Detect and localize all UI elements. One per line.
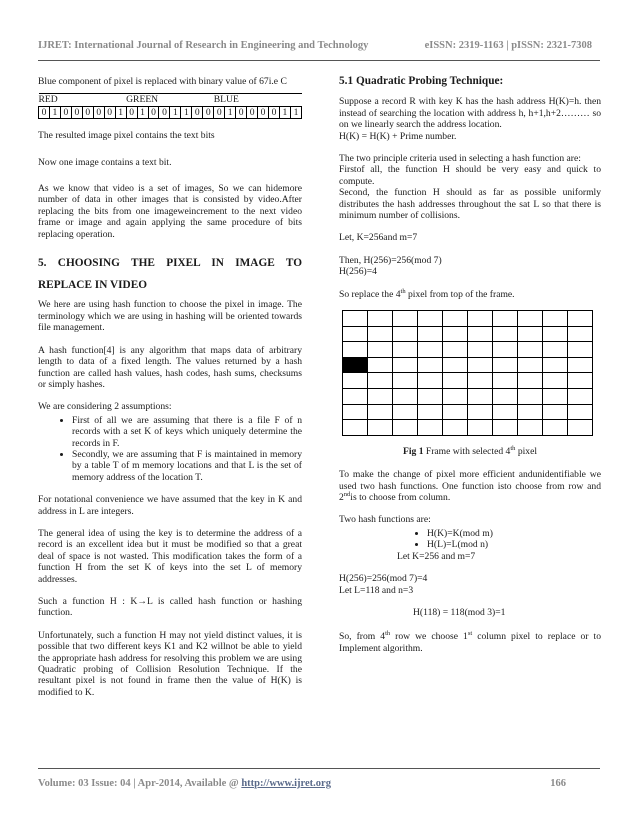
pixel-cell: [393, 342, 418, 358]
pixel-cell: [343, 373, 368, 389]
grid-row: [343, 326, 593, 342]
label-red: RED: [39, 94, 127, 106]
let-k-text: Let, K=256and m=7: [339, 232, 418, 244]
footer-rule: [38, 768, 600, 769]
one-image-text: Now one image contains a text bit.: [38, 156, 172, 168]
pixel-cell: [393, 373, 418, 389]
pixel-cell: [568, 404, 593, 420]
pixel-cell: [393, 404, 418, 420]
hash-functions-intro: Two hash functions are:: [339, 514, 431, 526]
pixel-cell: [568, 342, 593, 358]
bit-cell: 0: [247, 106, 258, 118]
hash-intro-paragraph: We here are using hash function to choose the pixel in image. The terminology which we are using in hashing will be oriented towards file management.: [38, 299, 302, 334]
h118-result-text: H(118) = 118(mod 3)=1: [413, 606, 506, 618]
issn-text: eISSN: 2319-1163 | pISSN: 2321-7308: [424, 40, 592, 51]
pixel-cell: [443, 420, 468, 436]
pixel-cell: [468, 420, 493, 436]
pixel-cell: [418, 326, 443, 342]
hash-function-paragraph: Such a function H : K→L is called hash function or hashing function.: [38, 596, 303, 619]
pixel-cell: [443, 311, 468, 327]
criteria-paragraph: The two principle criteria used in selecting a hash function are: Firstof all, the function H should be very easy and quick to compute. Second, the function H should as far as possible uniformly distributes the hash addresses throughout the sat L so that there is minimum number of collisions.: [339, 153, 601, 222]
selected-pixel-cell: [343, 357, 368, 373]
bit-cell: 0: [159, 106, 170, 118]
pixel-cell: [443, 404, 468, 420]
let-k-m-text: Let K=256 and m=7: [397, 550, 476, 562]
pixel-cell: [343, 404, 368, 420]
bit-cell: 0: [203, 106, 214, 118]
pixel-cell: [368, 311, 393, 327]
header-rule: [38, 60, 600, 61]
frame-pixel-grid: [342, 310, 593, 436]
bit-cell: 1: [290, 106, 301, 118]
replace-4th-text: So replace the 4th pixel from top of the frame.: [339, 287, 515, 300]
pixel-cell: [568, 326, 593, 342]
assumptions-list: [38, 415, 302, 483]
resulted-pixel-text: The resulted image pixel contains the text bits: [38, 130, 215, 142]
pixel-cell: [493, 326, 518, 342]
page-footer: [38, 778, 600, 789]
pixel-cell: [543, 420, 568, 436]
pixel-cell: [393, 326, 418, 342]
bit-cell: 0: [258, 106, 269, 118]
pixel-cell: [418, 373, 443, 389]
pixel-cell: [518, 326, 543, 342]
journal-link[interactable]: http://www.ijret.org: [241, 778, 331, 789]
pixel-cell: [493, 357, 518, 373]
pixel-cell: [393, 389, 418, 405]
bits-label-row: [39, 94, 302, 106]
pixel-cell: [518, 404, 543, 420]
pixel-cell: [368, 420, 393, 436]
pixel-cell: [368, 373, 393, 389]
pixel-cell: [418, 311, 443, 327]
pixel-cell: [443, 389, 468, 405]
video-paragraph: As we know that video is a set of images, So we can hidemore number of data in other images that is consisted by video.After replacing the bits from one imageweincrement to the next video frame or image and again applying the same procedure of bits replacing operation.: [38, 183, 302, 240]
pixel-cell: [493, 389, 518, 405]
pixel-cell: [518, 311, 543, 327]
section-5-1-heading: 5.1 Quadratic Probing Technique:: [339, 75, 504, 87]
pixel-cell: [543, 357, 568, 373]
pixel-cell: [343, 342, 368, 358]
pixel-cell: [368, 326, 393, 342]
hash-function-k: • H(K)=K(mod m): [427, 528, 601, 539]
bit-cell: 0: [104, 106, 115, 118]
collision-paragraph: Unfortunately, such a function H may not yield distinct values, it is possible that two different keys K1 and K2 willnot be able to yield the appropriate hash address for resolving this problem we are using Quadratic probing of Collision Resolution Technique. If the resultant pixel is not found in frame then the value of H(K) is modified to K.: [38, 629, 302, 698]
assumption-2: • Secondly, we are assuming that F is maintained in memory by a table T of m memory locations and that L is the set of memory address of the location T.: [72, 449, 302, 483]
pixel-cell: [418, 420, 443, 436]
grid-row: [343, 311, 593, 327]
pixel-cell: [468, 373, 493, 389]
hash-function-l: • H(L)=L(mod n): [427, 539, 601, 550]
pixel-cell: [468, 311, 493, 327]
bits-value-row: [39, 106, 302, 118]
probing-paragraph: Suppose a record R with key K has the hash address H(K)=h. then instead of searching the location with address h, h+1,h+2……… so on we linearly search the address location. H(K) = H(K) + Prime number.: [339, 96, 601, 142]
h256-result-text: H(256)=256(mod 7)=4 Let L=118 and n=3: [339, 573, 428, 596]
pixel-cell: [518, 357, 543, 373]
grid-row: [343, 342, 593, 358]
pixel-cell: [443, 342, 468, 358]
label-green: GREEN: [126, 94, 214, 106]
pixel-cell: [343, 389, 368, 405]
grid-row: [343, 357, 593, 373]
pixel-cell: [368, 404, 393, 420]
pixel-cell: [468, 342, 493, 358]
bit-cell: 1: [170, 106, 181, 118]
then-h-text: Then, H(256)=256(mod 7) H(256)=4: [339, 254, 442, 278]
pixel-cell: [543, 342, 568, 358]
pixel-cell: [518, 373, 543, 389]
bit-cell: 0: [82, 106, 93, 118]
pixel-cell: [568, 420, 593, 436]
pixel-cell: [543, 404, 568, 420]
page-header: [38, 40, 600, 51]
pixel-cell: [518, 342, 543, 358]
left-column: [38, 76, 302, 709]
bit-cell: 1: [225, 106, 236, 118]
arrow-icon: →: [137, 596, 147, 607]
figure-caption: Fig 1 Frame with selected 4th pixel: [402, 444, 538, 457]
journal-title: IJRET: International Journal of Research in Engineering and Technology: [38, 40, 369, 51]
bit-cell: 0: [60, 106, 71, 118]
general-idea-paragraph: The general idea of using the key is to determine the address of a record is an excellent idea but it must be modified so that a great deal of space is not wasted. This modification takes the form of a function H from the set K of keys into the set L of memory addresses.: [38, 527, 302, 585]
bit-cell: 0: [148, 106, 159, 118]
section-5-heading-line2: REPLACE IN VIDEO: [38, 279, 148, 292]
bit-cell: 0: [214, 106, 225, 118]
pixel-cell: [568, 389, 593, 405]
pixel-cell: [393, 420, 418, 436]
pixel-cell: [393, 357, 418, 373]
section-5-heading-line1: 5. CHOOSING THE PIXEL IN IMAGE TO: [38, 257, 303, 270]
page-number: 166: [550, 778, 566, 789]
grid-row: [343, 389, 593, 405]
pixel-cell: [418, 404, 443, 420]
pixel-cell: [493, 404, 518, 420]
bit-cell: 0: [269, 106, 280, 118]
bit-cell: 1: [279, 106, 290, 118]
pixel-cell: [418, 357, 443, 373]
pixel-cell: [468, 404, 493, 420]
bit-cell: 1: [181, 106, 192, 118]
pixel-cell: [343, 420, 368, 436]
pixel-cell: [443, 357, 468, 373]
pixel-cell: [368, 389, 393, 405]
conclusion-paragraph: So, from 4th row we choose 1st column pixel to replace or to Implement algorithm.: [339, 630, 601, 654]
bit-cell: 1: [115, 106, 126, 118]
grid-row: [343, 373, 593, 389]
pixel-cell: [518, 420, 543, 436]
hash-functions-list: [339, 528, 601, 551]
pixel-cell: [368, 342, 393, 358]
assumption-1: • First of all we are assuming that there is a file F of n records with a set K of keys which uniquely determine the records in F.: [72, 415, 302, 449]
pixel-cell: [493, 311, 518, 327]
label-blue: BLUE: [214, 94, 302, 106]
pixel-cell: [468, 389, 493, 405]
pixel-cell: [418, 389, 443, 405]
pixel-cell: [543, 389, 568, 405]
bit-cell: 0: [39, 106, 50, 118]
grid-row: [343, 420, 593, 436]
bit-cell: 0: [71, 106, 82, 118]
bit-cell: 0: [236, 106, 247, 118]
pixel-cell: [543, 373, 568, 389]
right-column: [339, 76, 601, 665]
assumptions-intro: We are considering 2 assumptions:: [38, 401, 172, 413]
pixel-cell: [343, 311, 368, 327]
bit-cell: 0: [192, 106, 203, 118]
hash-definition-paragraph: A hash function[4] is any algorithm that maps data of arbitrary length to data of a fixed length. The values returned by a hash function are called hash values, hash codes, hash sums, checksums or simply hashes.: [38, 344, 302, 390]
pixel-cell: [343, 326, 368, 342]
pixel-cell: [468, 326, 493, 342]
pixel-cell: [443, 373, 468, 389]
bit-cell: 0: [126, 106, 137, 118]
pixel-cell: [543, 326, 568, 342]
pixel-cell: [568, 373, 593, 389]
grid-row: [343, 404, 593, 420]
bit-cell: 0: [93, 106, 104, 118]
pixel-cell: [368, 357, 393, 373]
pixel-cell: [518, 389, 543, 405]
rgb-bits-table: [38, 93, 302, 119]
pixel-cell: [468, 357, 493, 373]
two-hash-paragraph: To make the change of pixel more efficient andunidentifiable we used two hash functions. One function isto choose from row and 2ndis to choose from column.: [339, 469, 601, 504]
pixel-cell: [493, 420, 518, 436]
pixel-cell: [543, 311, 568, 327]
volume-text: Volume: 03 Issue: 04 | Apr-2014, Available @: [38, 778, 242, 789]
pixel-cell: [393, 311, 418, 327]
pixel-cell: [443, 326, 468, 342]
bit-cell: 1: [49, 106, 60, 118]
bit-cell: 1: [137, 106, 148, 118]
pixel-cell: [493, 342, 518, 358]
notation-paragraph: For notational convenience we have assumed that the key in K and address in L are integers.: [38, 494, 302, 517]
pixel-cell: [568, 357, 593, 373]
pixel-cell: [493, 373, 518, 389]
pixel-cell: [418, 342, 443, 358]
blue-component-text: Blue component of pixel is replaced with binary value of 67i.e C: [38, 76, 287, 87]
pixel-cell: [568, 311, 593, 327]
